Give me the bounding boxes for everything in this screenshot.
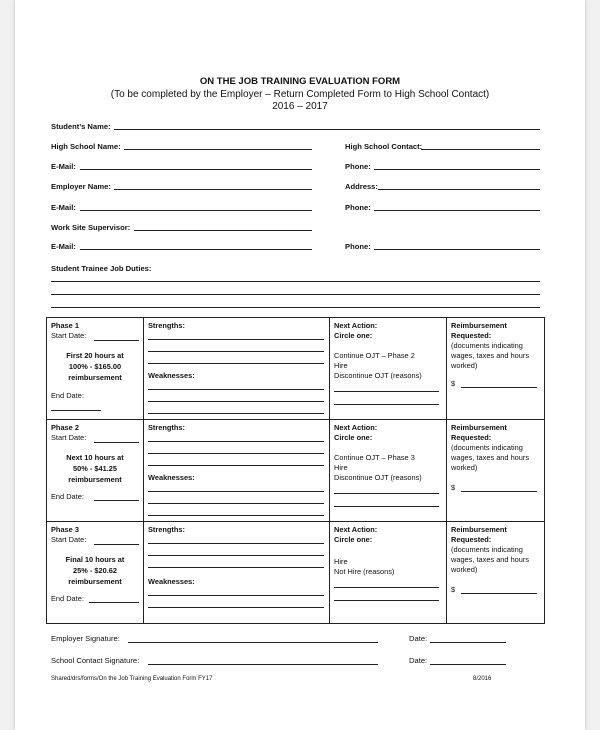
- employer-name-label: Employer Name:: [51, 182, 111, 191]
- weaknesses-line[interactable]: [148, 389, 324, 390]
- option-continue[interactable]: Continue OJT – Phase 3: [334, 453, 415, 462]
- phone-label-3: Phone:: [345, 242, 371, 251]
- end-date-label: End Date:: [51, 594, 84, 603]
- start-date-label: Start Date:: [51, 433, 87, 442]
- next-action-cell: [330, 318, 447, 420]
- school-contact-signature-field[interactable]: [148, 664, 378, 665]
- email-label-2: E-Mail:: [51, 203, 76, 212]
- work-site-supervisor-field[interactable]: [134, 230, 312, 231]
- strengths-line[interactable]: [148, 441, 324, 442]
- rate-text: 25% - $20.62: [73, 566, 117, 575]
- circle-one-label: Circle one:: [334, 535, 373, 544]
- job-duties-line[interactable]: [51, 281, 540, 282]
- reasons-line[interactable]: [334, 493, 439, 494]
- footer-path: Shared/drs/forms/On the Job Training Evaluation Form FY17: [51, 676, 213, 682]
- reasons-line[interactable]: [334, 587, 439, 588]
- reimbursement-title: Reimbursement: [451, 321, 507, 330]
- phone-label-2: Phone:: [345, 203, 371, 212]
- strengths-line[interactable]: [148, 339, 324, 340]
- start-date-label: Start Date:: [51, 331, 87, 340]
- strengths-label: Strengths:: [148, 321, 185, 330]
- phone-field-3[interactable]: [374, 249, 540, 250]
- reimbursement-amount-field[interactable]: [461, 593, 537, 594]
- phase-label: Phase 1: [51, 321, 79, 330]
- work-site-supervisor-label: Work Site Supervisor:: [51, 223, 131, 232]
- weaknesses-line[interactable]: [148, 595, 324, 596]
- reimbursement-cell: [447, 318, 545, 420]
- high-school-contact-label: High School Contact:: [345, 142, 423, 151]
- footer-date: 8/2016: [473, 676, 492, 682]
- date-field-2[interactable]: [430, 664, 506, 665]
- job-duties-line[interactable]: [51, 294, 540, 295]
- weaknesses-label: Weaknesses:: [148, 371, 195, 380]
- employer-signature-field[interactable]: [128, 642, 378, 643]
- start-date-field[interactable]: [94, 340, 139, 341]
- end-date-field[interactable]: [94, 500, 139, 501]
- dollar-sign: $: [451, 483, 456, 492]
- hours-text: Next 10 hours at: [66, 453, 124, 462]
- employer-signature-label: Employer Signature:: [51, 634, 120, 643]
- student-name-label: Student’s Name:: [51, 122, 111, 131]
- high-school-contact-field[interactable]: [421, 149, 540, 150]
- job-duties-line[interactable]: [51, 307, 540, 308]
- student-name-field[interactable]: [114, 129, 540, 130]
- high-school-name-label: High School Name:: [51, 142, 121, 151]
- email-field-3[interactable]: [80, 249, 312, 250]
- end-date-field[interactable]: [89, 602, 139, 603]
- phase-info-cell: [47, 522, 144, 624]
- form-year: 2016 – 2017: [272, 101, 328, 112]
- option-discontinue[interactable]: Discontinue OJT (reasons): [334, 371, 422, 380]
- next-action-cell: [330, 522, 447, 624]
- high-school-name-field[interactable]: [124, 149, 312, 150]
- weaknesses-line[interactable]: [148, 607, 324, 608]
- reimbursement-cell: [447, 522, 545, 624]
- phase-info-cell: [47, 318, 144, 420]
- reimbursement-cell: [447, 420, 545, 522]
- reimbursement-note: worked): [451, 463, 478, 472]
- circle-one-label: Circle one:: [334, 331, 373, 340]
- requested-label: Requested:: [451, 433, 492, 442]
- phone-label-1: Phone:: [345, 162, 371, 171]
- table-row: [47, 318, 545, 420]
- weaknesses-label: Weaknesses:: [148, 473, 195, 482]
- reimbursement-note: worked): [451, 361, 478, 370]
- date-field-1[interactable]: [430, 642, 506, 643]
- reasons-line[interactable]: [334, 404, 439, 405]
- address-field[interactable]: [378, 189, 540, 190]
- reimbursement-text: reimbursement: [68, 577, 122, 586]
- phase-info-cell: [47, 420, 144, 522]
- strengths-weaknesses-cell: [144, 420, 330, 522]
- weaknesses-line[interactable]: [148, 413, 324, 414]
- reimbursement-text: reimbursement: [68, 373, 122, 382]
- email-label-1: E-Mail:: [51, 162, 76, 171]
- option-discontinue[interactable]: Discontinue OJT (reasons): [334, 473, 422, 482]
- strengths-line[interactable]: [148, 453, 324, 454]
- strengths-label: Strengths:: [148, 423, 185, 432]
- reimbursement-amount-field[interactable]: [461, 387, 537, 388]
- dollar-sign: $: [451, 585, 456, 594]
- circle-one-label: Circle one:: [334, 433, 373, 442]
- form-subtitle: (To be completed by the Employer – Return Completed Form to High School Contact): [110, 89, 490, 100]
- requested-label: Requested:: [451, 331, 492, 340]
- reimbursement-title: Reimbursement: [451, 525, 507, 534]
- reasons-line[interactable]: [334, 506, 439, 507]
- next-action-label: Next Action:: [334, 423, 378, 432]
- next-action-label: Next Action:: [334, 321, 378, 330]
- reimbursement-note: wages, taxes and hours: [451, 351, 530, 360]
- weaknesses-label: Weaknesses:: [148, 577, 195, 586]
- weaknesses-line[interactable]: [148, 503, 324, 504]
- reimbursement-note: (documents indicating: [451, 545, 523, 554]
- hours-text: First 20 hours at: [66, 351, 124, 360]
- end-date-field[interactable]: [51, 410, 101, 411]
- strengths-line[interactable]: [148, 555, 324, 556]
- strengths-weaknesses-cell: [144, 318, 330, 420]
- reimbursement-text: reimbursement: [68, 475, 122, 484]
- date-label-1: Date:: [409, 634, 428, 643]
- phone-field-1[interactable]: [374, 169, 540, 170]
- hours-text: Final 10 hours at: [65, 555, 125, 564]
- email-label-3: E-Mail:: [51, 242, 76, 251]
- strengths-line[interactable]: [148, 543, 324, 544]
- reimbursement-note: wages, taxes and hours: [451, 555, 530, 564]
- employer-name-field[interactable]: [114, 189, 312, 190]
- table-row: [47, 420, 545, 522]
- reasons-line[interactable]: [334, 600, 439, 601]
- strengths-label: Strengths:: [148, 525, 185, 534]
- reimbursement-title: Reimbursement: [451, 423, 507, 432]
- option-hire[interactable]: Hire: [334, 463, 348, 472]
- email-field-1[interactable]: [80, 169, 312, 170]
- reimbursement-note: worked): [451, 565, 478, 574]
- email-field-2[interactable]: [80, 210, 312, 211]
- start-date-field[interactable]: [94, 544, 139, 545]
- end-date-label: End Date:: [51, 492, 84, 501]
- strengths-line[interactable]: [148, 351, 324, 352]
- strengths-line[interactable]: [148, 465, 324, 466]
- strengths-line[interactable]: [148, 363, 324, 364]
- option-hire[interactable]: Hire: [334, 557, 348, 566]
- end-date-label: End Date:: [51, 391, 84, 400]
- option-not-hire[interactable]: Not Hire (reasons): [334, 567, 395, 576]
- start-date-field[interactable]: [94, 442, 139, 443]
- requested-label: Requested:: [451, 535, 492, 544]
- table-row: [47, 522, 545, 624]
- strengths-weaknesses-cell: [144, 522, 330, 624]
- next-action-label: Next Action:: [334, 525, 378, 534]
- phase-label: Phase 2: [51, 423, 79, 432]
- rate-text: 50% - $41.25: [73, 464, 117, 473]
- job-duties-label: Student Trainee Job Duties:: [51, 264, 152, 273]
- reimbursement-note: (documents indicating: [451, 443, 523, 452]
- reimbursement-note: (documents indicating: [451, 341, 523, 350]
- reimbursement-note: wages, taxes and hours: [451, 453, 530, 462]
- option-hire[interactable]: Hire: [334, 361, 348, 370]
- strengths-line[interactable]: [148, 567, 324, 568]
- form-title: ON THE JOB TRAINING EVALUATION FORM: [199, 76, 401, 87]
- reasons-line[interactable]: [334, 391, 439, 392]
- reimbursement-amount-field[interactable]: [461, 491, 537, 492]
- weaknesses-line[interactable]: [148, 515, 324, 516]
- school-contact-signature-label: School Contact Signature:: [51, 656, 140, 665]
- dollar-sign: $: [451, 379, 456, 388]
- phase-label: Phase 3: [51, 525, 79, 534]
- phone-field-2[interactable]: [374, 210, 540, 211]
- date-label-2: Date:: [409, 656, 428, 665]
- phases-table: [46, 317, 545, 624]
- option-continue[interactable]: Continue OJT – Phase 2: [334, 351, 415, 360]
- start-date-label: Start Date:: [51, 535, 87, 544]
- weaknesses-line[interactable]: [148, 401, 324, 402]
- rate-text: 100% - $165.00: [68, 362, 122, 371]
- next-action-cell: [330, 420, 447, 522]
- address-label: Address:: [345, 182, 378, 191]
- weaknesses-line[interactable]: [148, 491, 324, 492]
